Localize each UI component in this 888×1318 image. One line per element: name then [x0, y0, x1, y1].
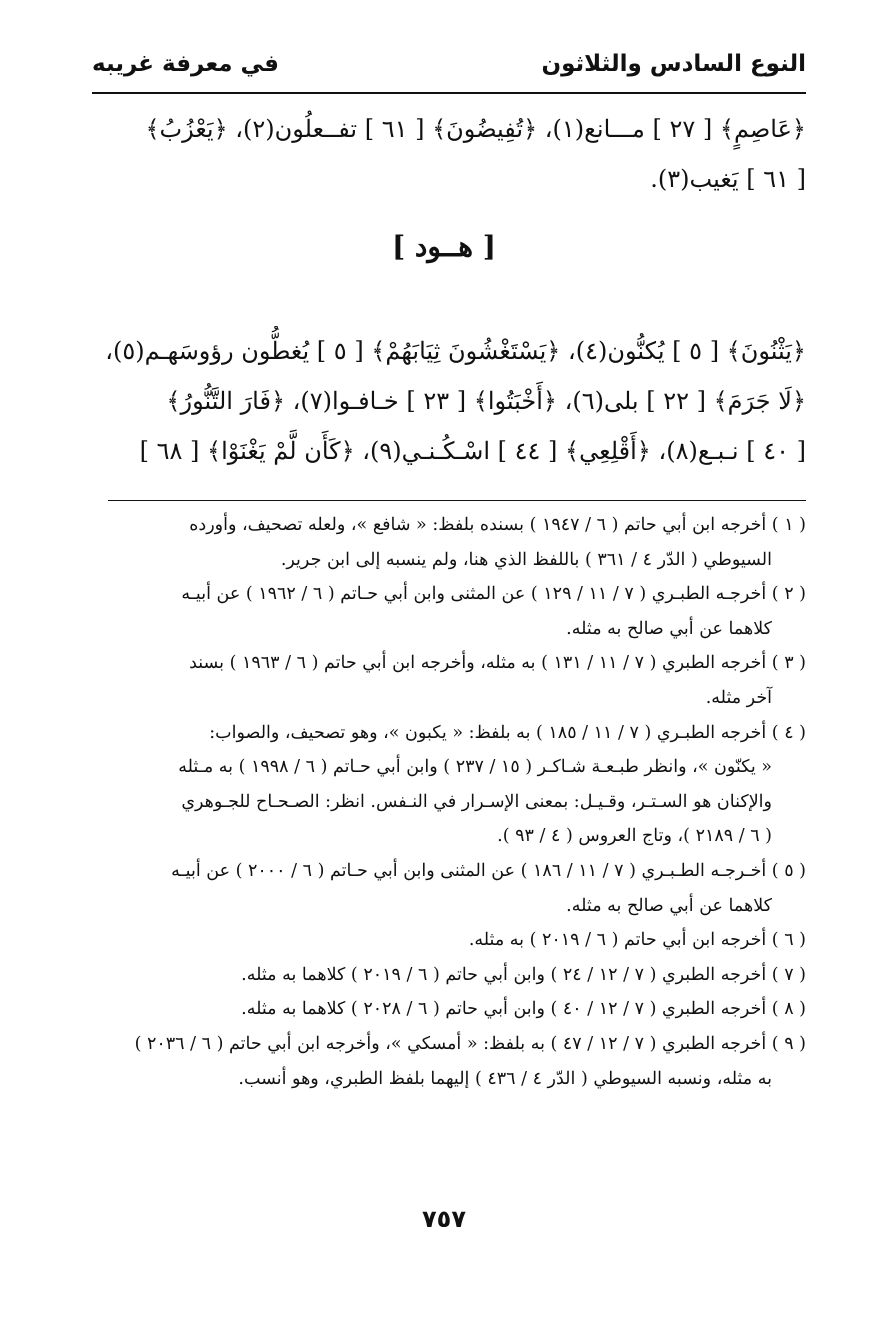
- footnote-line: ( ١ ) أخرجه ابن أبي حاتم ( ٦ / ١٩٤٧ ) بسنده بلفظ: « شافع »، ولعله تصحيف، وأورده: [189, 515, 806, 535]
- footnote: [92, 646, 806, 715]
- footnote-divider: [108, 500, 806, 501]
- footnote-line: ( ٣ ) أخرجه الطبري ( ٧ / ١١ / ١٣١ ) به مثله، وأخرجه ابن أبي حاتم ( ٦ / ١٩٦٣ ) بسند: [189, 653, 806, 674]
- footnote-line: كلاهما عن أبي صالح به مثله.: [566, 895, 772, 916]
- footnote-line: به مثله، ونسبه السيوطي ( الدّر ٤ / ٤٣٦ ) إليهما بلفظ الطبري، وهو أنسب.: [238, 1068, 772, 1089]
- footnote: [92, 992, 806, 1027]
- section-heading: [ هــود ]: [391, 230, 497, 263]
- footnote: [92, 958, 806, 993]
- footnote-line: ( ٢ ) أخرجـه الطبـري ( ٧ / ١١ / ١٢٩ ) عن المثنى وابن أبي حـاتم ( ٦ / ١٩٦٢ ) عن أبيـه: [181, 584, 806, 605]
- footnote-line: ( ٩ ) أخرجه الطبري ( ٧ / ١٢ / ٤٧ ) به بلفظ: « أمسكي »، وأخرجه ابن أبي حاتم ( ٦ / ٢٠٣٦ ): [134, 1033, 806, 1054]
- text-line: ﴿عَاصِمٍ﴾ [ ٢٧ ] مـــانع(١)، ﴿تُفِيضُونَ﴾ [ ٦١ ] تفــعلُون(٢)، ﴿يَعْزُبُ﴾: [145, 115, 806, 143]
- footnote-line: ( ٨ ) أخرجه الطبري ( ٧ / ١٢ / ٤٠ ) وابن أبي حاتم ( ٦ / ٢٠٢٨ ) كلاهما به مثله.: [241, 999, 806, 1020]
- header-divider: [92, 92, 806, 94]
- running-header: [92, 44, 806, 84]
- text-line: [ ٤٠ ] نـبـع(٨)، ﴿أَقْلِعِي﴾ [ ٤٤ ] اسْـكُـنـي(٩)، ﴿كَأَن لَّمْ يَغْنَوْا﴾ [ ٦٨ ]: [139, 437, 806, 465]
- footnote-line: ( ٤ ) أخرجه الطبـري ( ٧ / ١١ / ١٨٥ ) به بلفظ: « يكبون »، وهو تصحيف، والصواب:: [209, 722, 806, 743]
- footnote-line: كلاهما عن أبي صالح به مثله.: [566, 618, 772, 639]
- header-section-title: في معرفة غريبه: [92, 51, 279, 77]
- footnote-line: ( ٦ ) أخرجه ابن أبي حاتم ( ٦ / ٢٠١٩ ) به مثله.: [468, 930, 806, 951]
- footnote-line: والإكنان هو السـتـر، وقـيـل: بمعنى الإسـرار في النـفس. انظر: الصـحـاح للجـوهري: [181, 791, 772, 812]
- footnote: [92, 923, 806, 958]
- footnote: [92, 1027, 806, 1096]
- footnote-line: ( ٧ ) أخرجه الطبري ( ٧ / ١٢ / ٢٤ ) وابن أبي حاتم ( ٦ / ٢٠١٩ ) كلاهما به مثله.: [241, 964, 806, 985]
- footnote-line: ( ٥ ) أخـرجـه الطـبـري ( ٧ / ١١ / ١٨٦ ) عن المثنى وابن أبي حـاتم ( ٦ / ٢٠٠٠ ) عن أبيـه: [171, 860, 806, 881]
- footnote: [92, 854, 806, 923]
- footnote: [92, 577, 806, 646]
- text-line: ﴿يَثْنُونَ﴾ [ ٥ ] يُكنُّون(٤)، ﴿يَسْتَغْشُونَ ثِيَابَهُمْ﴾ [ ٥ ] يُغطُّون رؤوسَهـم(٥)،: [105, 337, 806, 365]
- footnote-line: ( ٦ / ٢١٨٩ )، وتاج العروس ( ٤ / ٩٣ ).: [497, 826, 772, 847]
- footnote: [92, 508, 806, 577]
- footnote-line: « يكنّون »، وانظر طبـعـة شـاكـر ( ١٥ / ٢٣٧ ) وابن أبي حـاتم ( ٦ / ١٩٩٨ ) به مـثله: [178, 757, 772, 778]
- header-chapter-title: النوع السادس والثلاثون: [541, 51, 806, 77]
- page-number: ٧٥٧: [422, 1205, 466, 1233]
- intro-paragraph: [92, 104, 806, 204]
- text-line: [ ٦١ ] يَغيب(٣).: [650, 165, 806, 193]
- hud-paragraph: [92, 326, 806, 476]
- footnote-line: السيوطي ( الدّر ٤ / ٣٦١ ) باللفظ الذي هنا، ولم ينسبه إلى ابن جرير.: [280, 549, 772, 570]
- text-line: ﴿لَا جَرَمَ﴾ [ ٢٢ ] بلى(٦)، ﴿أَخْبَتُوا﴾ [ ٢٣ ] خـافـوا(٧)، ﴿فَارَ التَّنُّورُ﴾: [166, 387, 806, 415]
- footnote: [92, 716, 806, 854]
- footnotes-section: [92, 508, 806, 1096]
- footnote-line: آخر مثله.: [705, 687, 772, 708]
